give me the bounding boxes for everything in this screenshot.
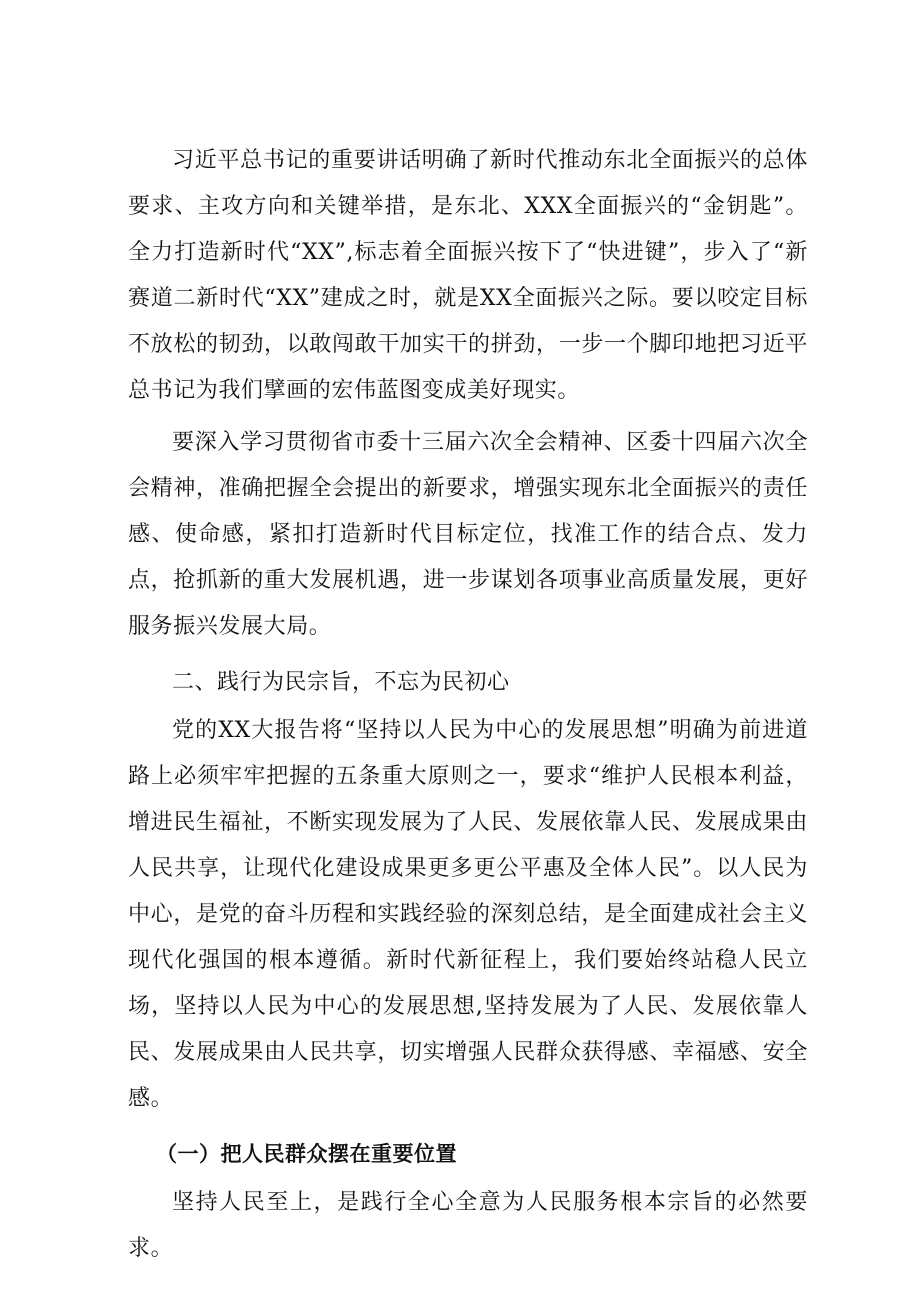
document-body [128, 138, 808, 1272]
paragraph-plenary-spirit: 要深入学习贯彻省市委十三届六次全会精神、区委十四届六次全会精神，准确把握全会提出的新要求，增强实现东北全面振兴的责任感、使命感，紧扣打造新时代目标定位，找准工作的结合点、发力点，抢抓新的重大发展机遇，进一步谋划各项事业高质量发展，更好服务振兴发展大局。 [128, 430, 808, 639]
section-heading-people-centered: 二、践行为民宗旨，不忘为民初心 [172, 670, 510, 695]
subsection-heading-people-first: （一）把人民群众摆在重要位置 [156, 1142, 457, 1166]
paragraph-people-centered-thought: 党的XX大报告将“坚持以人民为中心的发展思想”明确为前进道路上必须牢牢把握的五条重大原则之一，要求“维护人民根本利益，增进民生福祉，不断实现发展为了人民、发展依靠人民、发展成果由人民共享，让现代化建设成果更多更公平惠及全体人民”。以人民为中心，是党的奋斗历程和实践经验的深刻总结，是全面建成社会主义现代化强国的根本遵循。新时代新征程上，我们要始终站稳人民立场，坚持以人民为中心的发展思想,坚持发展为了人民、发展依靠人民、发展成果由人民共享，切实增强人民群众获得感、幸福感、安全感。 [128, 718, 808, 1111]
paragraph-people-supreme: 坚持人民至上，是践行全心全意为人民服务根本宗旨的必然要求。 [128, 1190, 808, 1261]
paragraph-speech-requirements: 习近平总书记的重要讲话明确了新时代推动东北全面振兴的总体要求、主攻方向和关键举措，是东北、XXX全面振兴的“金钥匙”。全力打造新时代“XX”,标志着全面振兴按下了“快进键”，步入了“新赛道二新时代“XX”建成之时，就是XX全面振兴之际。要以咬定目标不放松的韧劲，以敢闯敢干加实干的拼劲，一步一个脚印地把习近平总书记为我们擘画的宏伟蓝图变成美好现实。 [128, 148, 808, 403]
